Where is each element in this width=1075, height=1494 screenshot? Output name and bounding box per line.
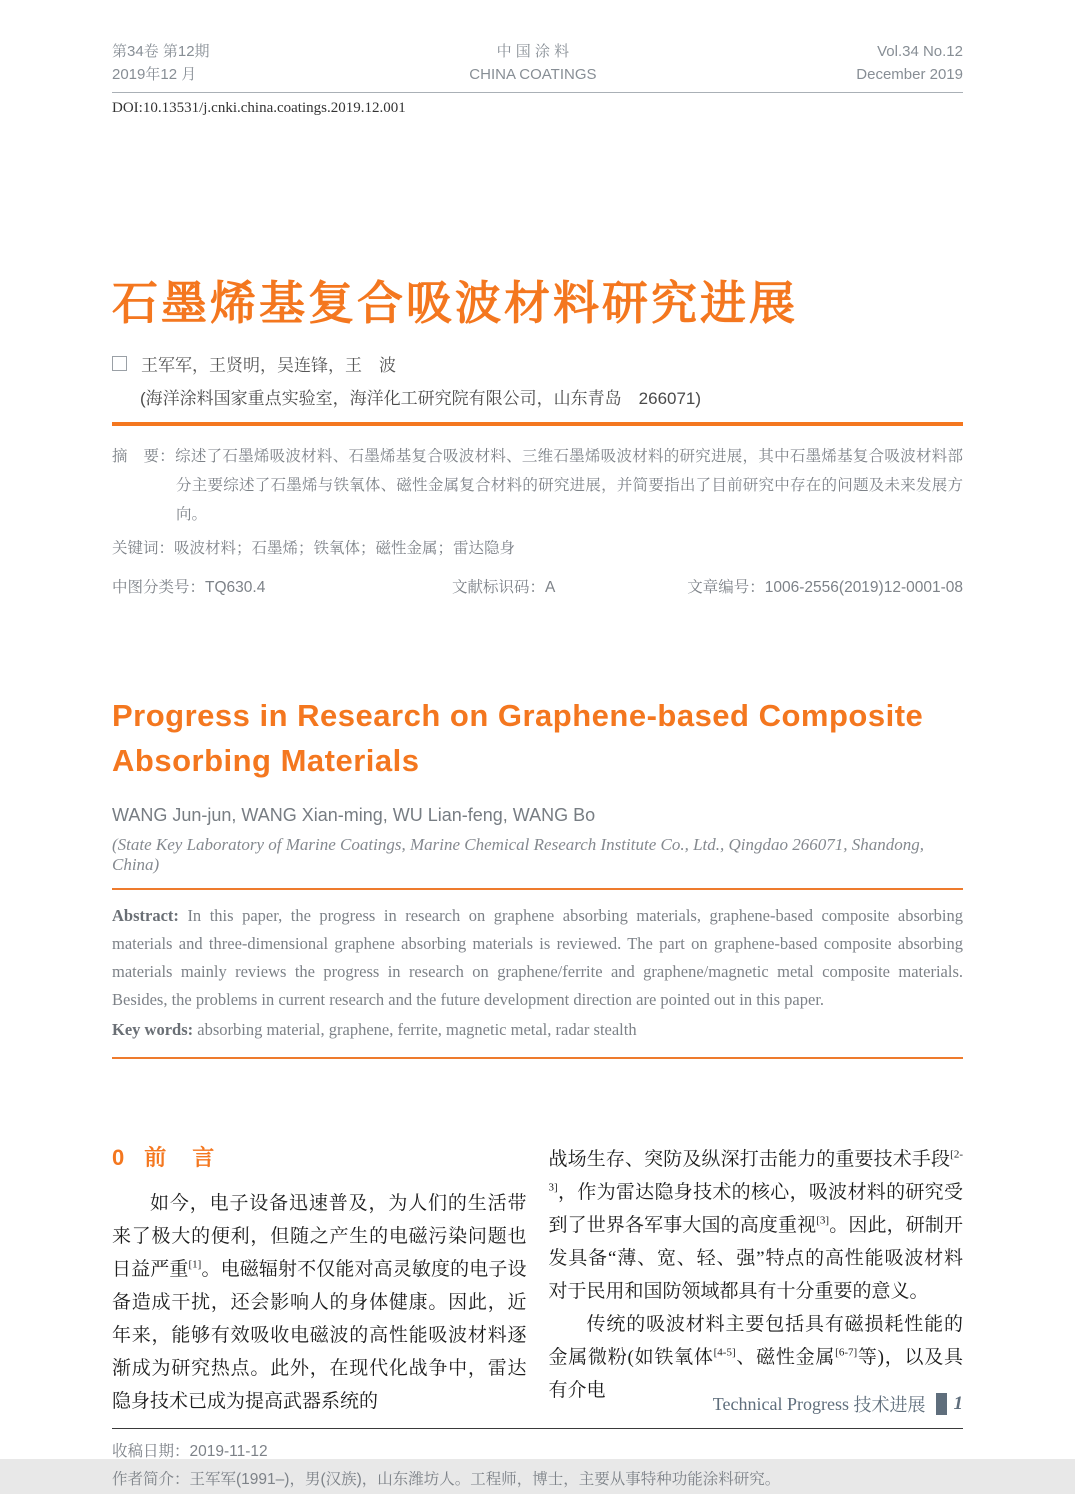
footer-bar-icon	[936, 1393, 947, 1415]
orange-rule-thick	[112, 422, 963, 426]
authors-en: WANG Jun-jun, WANG Xian-ming, WU Lian-feng, WANG Bo	[112, 805, 596, 825]
footnote-block	[112, 1428, 963, 1494]
page-footer	[713, 1391, 963, 1417]
keywords-en-text: absorbing material, graphene, ferrite, magnetic metal, radar stealth	[193, 1020, 637, 1039]
abstract-en-label: Abstract:	[112, 906, 179, 925]
author-marker-square-icon	[112, 356, 127, 371]
article-id-label: 文章编号：	[687, 579, 765, 596]
header-left	[112, 40, 210, 86]
footer-section-cn: 技术进展	[853, 1395, 926, 1415]
journal-header	[112, 0, 963, 93]
abstract-cn	[112, 442, 963, 529]
affiliation-en: (State Key Laboratory of Marine Coatings, Marine Chemical Research Institute Co., Ltd., Qingdao 266071, Shandong, China)	[112, 835, 925, 874]
section-number: 0	[112, 1145, 127, 1170]
page-number: 1	[953, 1393, 963, 1414]
paragraph-left: 如今，电子设备迅速普及，为人们的生活带来了极大的便利，但随之产生的电磁污染问题也日益严重[1]。电磁辐射不仅能对高灵敏度的电子设备造成干扰，还会影响人的身体健康。因此，近年来，能够有效吸收电磁波的高性能吸波材料逐渐成为研究热点。此外，在现代化战争中，雷达隐身技术已成为提高武器系统的	[112, 1193, 527, 1412]
paragraph-right-1: 战场生存、突防及纵深打击能力的重要技术手段[2-3]，作为雷达隐身技术的核心，吸波材料的研究受到了世界各军事大国的高度重视[3]。因此，研制开发具备“薄、宽、轻、强”特点的高性能吸波材料对于民用和国防领域都具有十分重要的意义。	[548, 1148, 963, 1302]
footer-section-en: Technical Progress	[712, 1393, 849, 1414]
doi: DOI:10.13531/j.cnki.china.coatings.2019.12.001	[112, 100, 406, 116]
orange-rule-abstract-bottom	[112, 1057, 963, 1059]
body-column-left	[112, 1143, 527, 1418]
clc-number	[112, 575, 452, 597]
abstract-en	[112, 902, 963, 1014]
abstract-en-text: In this paper, the progress in research on graphene absorbing materials, graphene-based composite absorbing materials and three-dimensional graphene absorbing materials is reviewed. The part on graphene-based composite absorbing materials mainly reviews the progress in research on graphene/ferrite and graphene/magnetic metal composite materials. Besides, the problems in current research and the future development direction are pointed out in this paper.	[112, 906, 963, 1009]
authors-cn: 王军军，王贤明，吴连锋，王 波	[141, 356, 396, 375]
classification-row	[112, 575, 963, 597]
received-label: 收稿日期：	[112, 1443, 190, 1460]
clc-value: TQ630.4	[205, 579, 266, 596]
keywords-en	[112, 1016, 963, 1044]
section-title: 前 言	[144, 1145, 217, 1170]
author-bio-line	[112, 1466, 963, 1494]
journal-name-en: CHINA COATINGS	[469, 66, 597, 83]
abstract-cn-block	[112, 442, 963, 563]
keywords-cn	[112, 534, 963, 563]
bio-text: 王军军(1991–)，男(汉族)，山东潍坊人。工程师，博士，主要从事特种功能涂料研究。	[189, 1471, 781, 1488]
body-columns	[112, 1143, 963, 1418]
header-right	[856, 40, 963, 86]
article-title-cn: 石墨烯基复合吸波材料研究进展	[112, 277, 798, 329]
affiliation-cn: (海洋涂料国家重点实验室，海洋化工研究院有限公司，山东青岛 266071)	[140, 389, 702, 408]
article-id	[687, 575, 963, 597]
document-code	[452, 575, 687, 597]
keywords-en-label: Key words:	[112, 1020, 194, 1039]
body-column-right	[549, 1143, 964, 1418]
abstract-cn-text: 综述了石墨烯吸波材料、石墨烯基复合吸波材料、三维石墨烯吸波材料的研究进展，其中石墨烯基复合吸波材料部分主要综述了石墨烯与铁氧体、磁性金属复合材料的研究进展，并简要指出了目前研究中存在的问题及未来发展方向。	[175, 448, 963, 523]
received-date: 2019-11-12	[189, 1443, 268, 1460]
date-en: December 2019	[856, 66, 963, 83]
abstract-cn-label: 摘 要：	[112, 448, 176, 465]
date-cn: 2019年12 月	[112, 66, 197, 83]
article-id-value: 1006-2556(2019)12-0001-08	[764, 579, 963, 596]
page-content	[112, 0, 963, 1494]
authors-cn-row	[112, 351, 963, 376]
header-center	[469, 40, 596, 86]
clc-label: 中图分类号：	[112, 579, 206, 596]
section-heading	[112, 1143, 527, 1173]
orange-rule-abstract-top	[112, 888, 963, 890]
abstract-en-block	[112, 902, 963, 1044]
keywords-cn-text: 吸波材料；石墨烯；铁氧体；磁性金属；雷达隐身	[174, 540, 516, 557]
doc-code-label: 文献标识码：	[452, 579, 546, 596]
article-title-en: Progress in Research on Graphene-based Composite Absorbing Materials	[112, 698, 924, 778]
volume-issue-en: Vol.34 No.12	[877, 43, 963, 60]
volume-issue-cn: 第34卷 第12期	[112, 43, 210, 60]
keywords-cn-label: 关键词：	[112, 540, 175, 557]
journal-name-cn: 中 国 涂 料	[496, 43, 570, 60]
doc-code-value: A	[545, 579, 556, 596]
received-date-line	[112, 1438, 963, 1466]
bio-label: 作者简介：	[112, 1471, 190, 1488]
paragraph-right-2: 传统的吸波材料主要包括具有磁损耗性能的金属微粉(如铁氧体[4-5]、磁性金属[6-7]等)，以及具有介电	[548, 1314, 964, 1401]
